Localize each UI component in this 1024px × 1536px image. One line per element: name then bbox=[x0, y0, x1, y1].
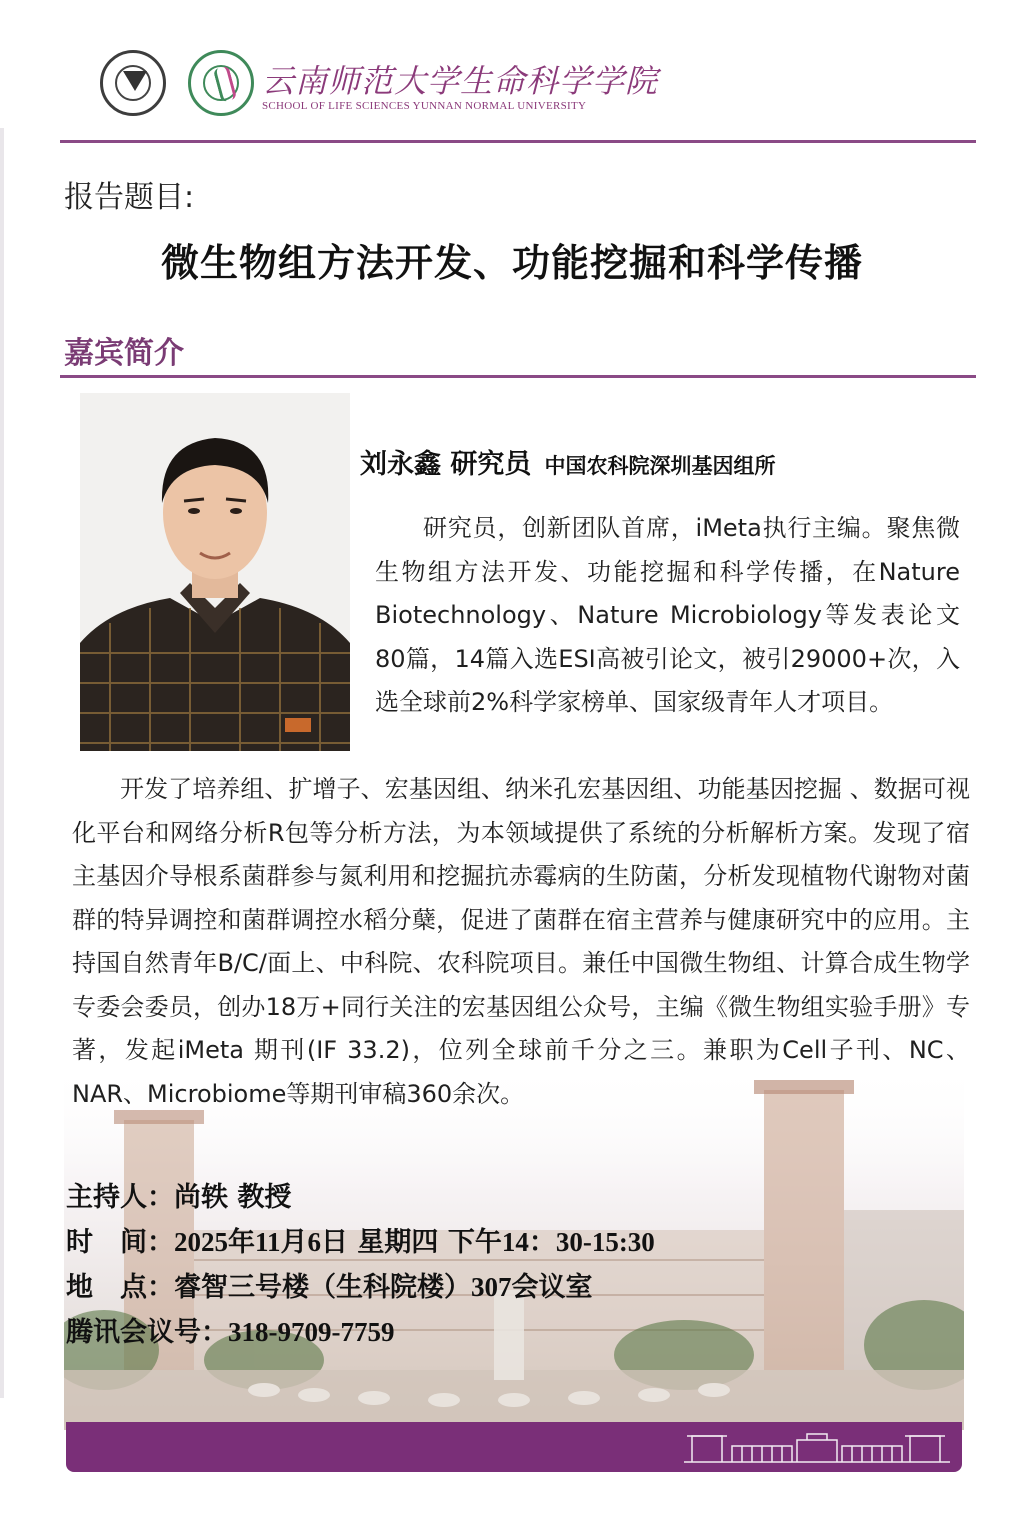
bio-side-paragraph: 研究员，创新团队首席，iMeta执行主编。聚焦微生物组方法开发、功能挖掘和科学传播，在Nature Biotechnology、Nature Microbiology等发表论文80篇，14篇入选ESI高被引论文，被引29000+次，入选全球前2%科学家榜单、国家级青年人才项目。 bbox=[375, 514, 960, 716]
time-month-unit: 月 bbox=[280, 1227, 308, 1258]
university-logo bbox=[100, 50, 166, 116]
speaker-name-line bbox=[360, 442, 776, 481]
host-label: 主持人： bbox=[66, 1182, 174, 1213]
meeting-label: 腾讯会议号： bbox=[66, 1317, 228, 1348]
time-line bbox=[66, 1220, 655, 1259]
host-value: 尚轶 教授 bbox=[174, 1182, 292, 1213]
host-line bbox=[66, 1175, 291, 1214]
place-room-suffix: 会议室 bbox=[511, 1272, 593, 1303]
speaker-photo bbox=[80, 393, 350, 751]
report-label: 报告题目: bbox=[64, 180, 195, 215]
place-label: 地 点： bbox=[66, 1272, 174, 1303]
bio-main bbox=[72, 768, 970, 1116]
header bbox=[100, 50, 659, 122]
time-year: 2025 bbox=[174, 1227, 228, 1257]
guest-section-label: 嘉宾简介 bbox=[64, 336, 184, 371]
time-month: 11 bbox=[255, 1227, 281, 1257]
time-day: 6 bbox=[307, 1227, 322, 1257]
campus-line-art-icon bbox=[682, 1426, 952, 1468]
section-divider bbox=[60, 375, 976, 378]
time-label: 时 间： bbox=[66, 1227, 174, 1258]
school-logo bbox=[188, 50, 254, 116]
time-year-unit: 年 bbox=[228, 1227, 255, 1258]
school-name-en: SCHOOL OF LIFE SCIENCES YUNNAN NORMAL UNIVERSITY bbox=[262, 100, 587, 112]
report-title: 微生物组方法开发、功能挖掘和科学传播 bbox=[160, 241, 863, 285]
school-name-cn: 云南师范大学生命科学学院 bbox=[262, 62, 659, 100]
meeting-line bbox=[66, 1310, 394, 1349]
place-building: 睿智三号楼（生科院楼） bbox=[174, 1272, 471, 1303]
left-edge-line bbox=[0, 128, 4, 1398]
top-divider bbox=[60, 140, 976, 143]
meeting-id: 318-9709-7759 bbox=[228, 1317, 395, 1347]
footer-bar bbox=[66, 1422, 962, 1472]
time-day-unit: 日 星期四 下午 bbox=[321, 1227, 502, 1258]
bio-side bbox=[375, 507, 960, 725]
place-line bbox=[66, 1265, 593, 1304]
speaker-affiliation: 中国农科院深圳基因组所 bbox=[544, 454, 776, 478]
speaker-name: 刘永鑫 研究员 bbox=[360, 449, 532, 480]
time-range: 14：30-15:30 bbox=[501, 1227, 655, 1257]
place-room: 307 bbox=[471, 1272, 512, 1302]
bio-main-paragraph: 开发了培养组、扩增子、宏基因组、纳米孔宏基因组、功能基因挖掘 、数据可视化平台和网络分析R包等分析方法，为本领域提供了系统的分析解析方案。发现了宿主基因介导根系菌群参与氮利用和挖掘抗赤霉病的生防菌，分析发现植物代谢物对菌群的特异调控和菌群调控水稻分蘖，促进了菌群在宿主营养与健康研究中的应用。主持国自然青年B/C/面上、中科院、农科院项目。兼任中国微生物组、计算合成生物学专委会委员，创办18万+同行关注的宏基因组公众号，主编《微生物组实验手册》专著，发起iMeta 期刊(IF 33.2)，位列全球前千分之三。兼职为Cell子刊、NC、NAR、Microbiome等期刊审稿360余次。 bbox=[72, 775, 970, 1108]
